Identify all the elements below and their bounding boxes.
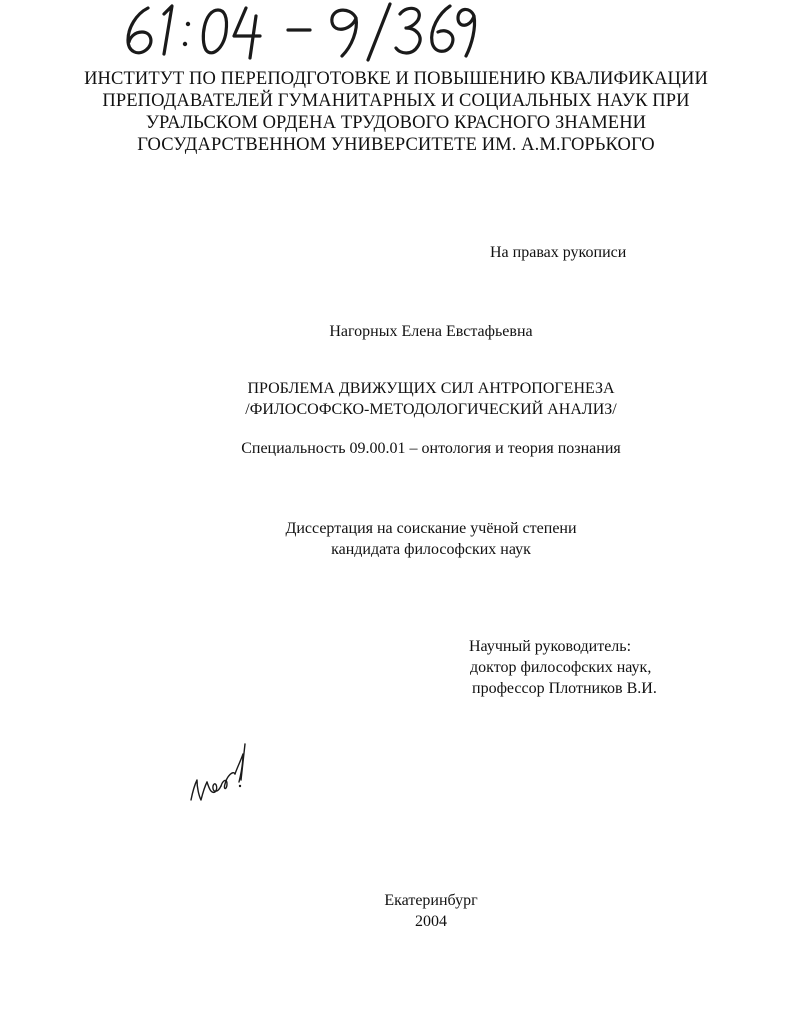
degree-line: кандидата философских наук <box>331 541 531 558</box>
institution-name <box>0 68 792 156</box>
degree-line: Диссертация на соискание учёной степени <box>285 520 577 537</box>
city: Екатеринбург <box>384 892 478 909</box>
institution-line: ПРЕПОДАВАТЕЛЕЙ ГУМАНИТАРНЫХ И СОЦИАЛЬНЫХ НАУК ПРИ <box>102 91 690 111</box>
supervisor-name: профессор Плотников В.И. <box>472 680 657 697</box>
author-name: Нагорных Елена Евстафьевна <box>329 323 533 340</box>
manuscript-rights-note: На правах рукописи <box>490 244 627 261</box>
title-line: ПРОБЛЕМА ДВИЖУЩИХ СИЛ АНТРОПОГЕНЕЗА <box>247 380 615 397</box>
year: 2004 <box>415 913 447 930</box>
institution-line: УРАЛЬСКОМ ОРДЕНА ТРУДОВОГО КРАСНОГО ЗНАМЕНИ <box>145 113 647 133</box>
supervisor-degree: доктор философских наук, <box>470 659 652 676</box>
specialty-line: Специальность 09.00.01 – онтология и теория познания <box>241 440 621 457</box>
handwritten-signature-icon <box>185 740 255 810</box>
dissertation-title <box>0 378 792 420</box>
scientific-supervisor <box>469 636 657 699</box>
place-and-year <box>0 890 792 932</box>
degree-statement <box>0 518 792 560</box>
institution-line: ГОСУДАРСТВЕННОМ УНИВЕРСИТЕТЕ ИМ. А.М.ГОРЬКОГО <box>137 135 655 155</box>
supervisor-label: Научный руководитель: <box>469 638 632 655</box>
title-line: /ФИЛОСОФСКО-МЕТОДОЛОГИЧЕСКИЙ АНАЛИЗ/ <box>245 401 617 418</box>
handwritten-catalog-number <box>118 0 478 62</box>
institution-line: ИНСТИТУТ ПО ПЕРЕПОДГОТОВКЕ И ПОВЫШЕНИЮ КВАЛИФИКАЦИИ <box>84 69 708 89</box>
